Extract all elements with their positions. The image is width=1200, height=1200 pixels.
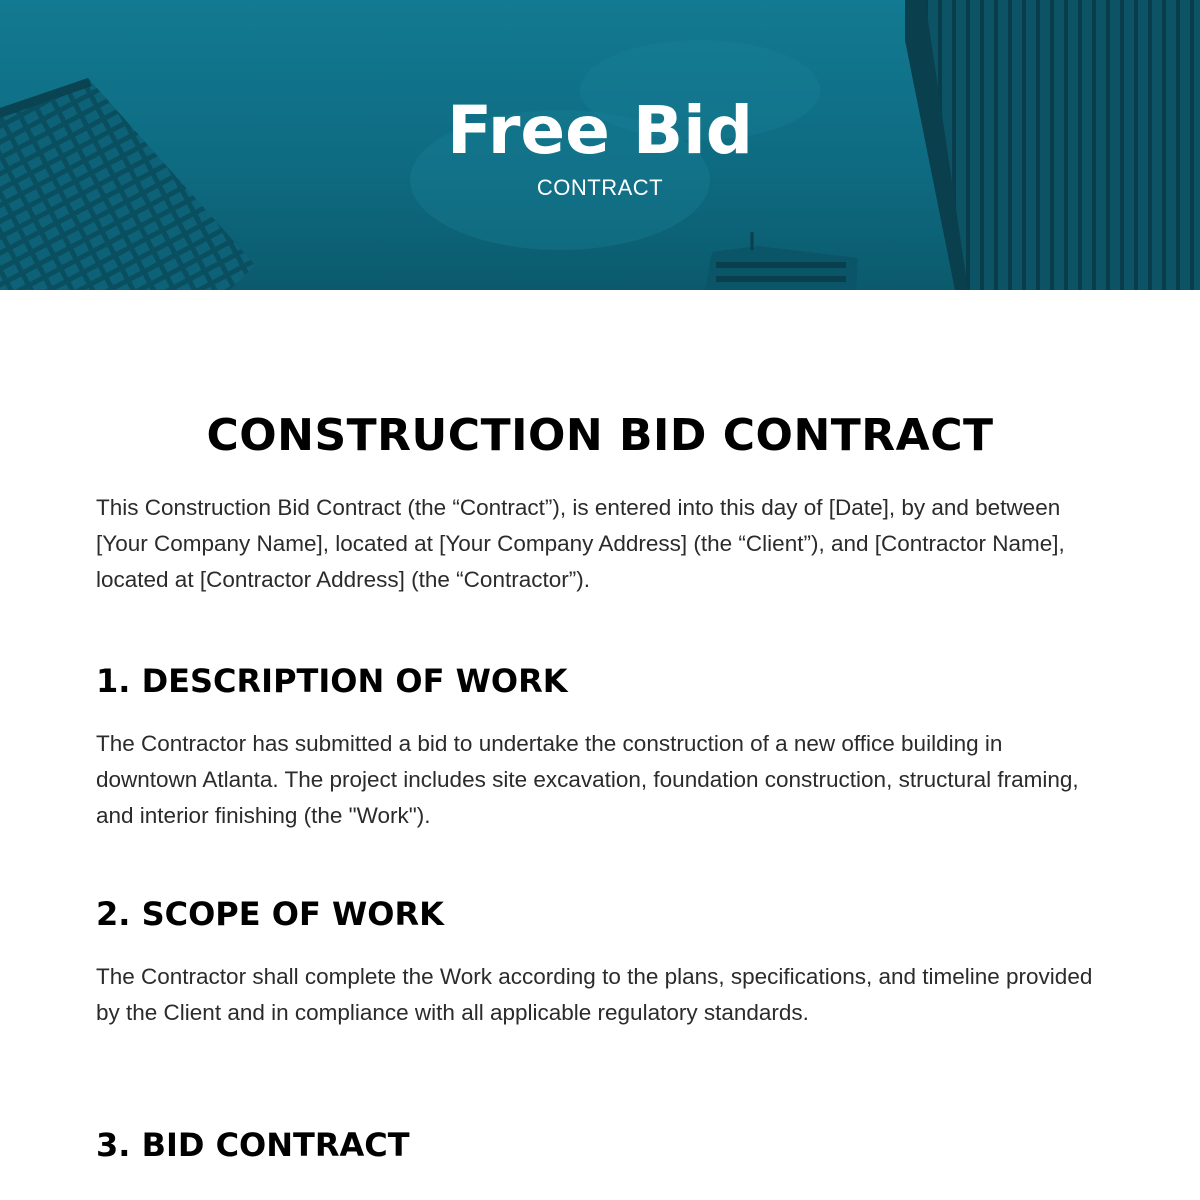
document-body (96, 400, 1106, 1164)
section-heading-description-of-work: 1. DESCRIPTION OF WORK (96, 662, 568, 700)
section-heading-scope-of-work: 2. SCOPE OF WORK (96, 895, 444, 933)
document-title: CONSTRUCTION BID CONTRACT (206, 410, 994, 461)
header-banner (0, 0, 1200, 290)
section-body-scope-of-work: The Contractor shall complete the Work according to the plans, specifications, and timeline provided by the Client and in compliance with all applicable regulatory standards. (96, 964, 1093, 1025)
section-heading-bid-contract: 3. BID CONTRACT (96, 1126, 410, 1164)
section-body-description-of-work: The Contractor has submitted a bid to undertake the construction of a new office building in downtown Atlanta. The project includes site excavation, foundation construction, structural framing, and interior finishing (the "Work"). (96, 731, 1079, 828)
banner-title: Free Bid (446, 92, 754, 169)
intro-paragraph: This Construction Bid Contract (the “Contract”), is entered into this day of [Date], by and between [Your Company Name], located at [Your Company Address] (the “Client”), and [Contractor Name], located at [Contractor Address] (the “Contractor”). (96, 495, 1065, 592)
banner-subtitle: CONTRACT (536, 175, 664, 200)
